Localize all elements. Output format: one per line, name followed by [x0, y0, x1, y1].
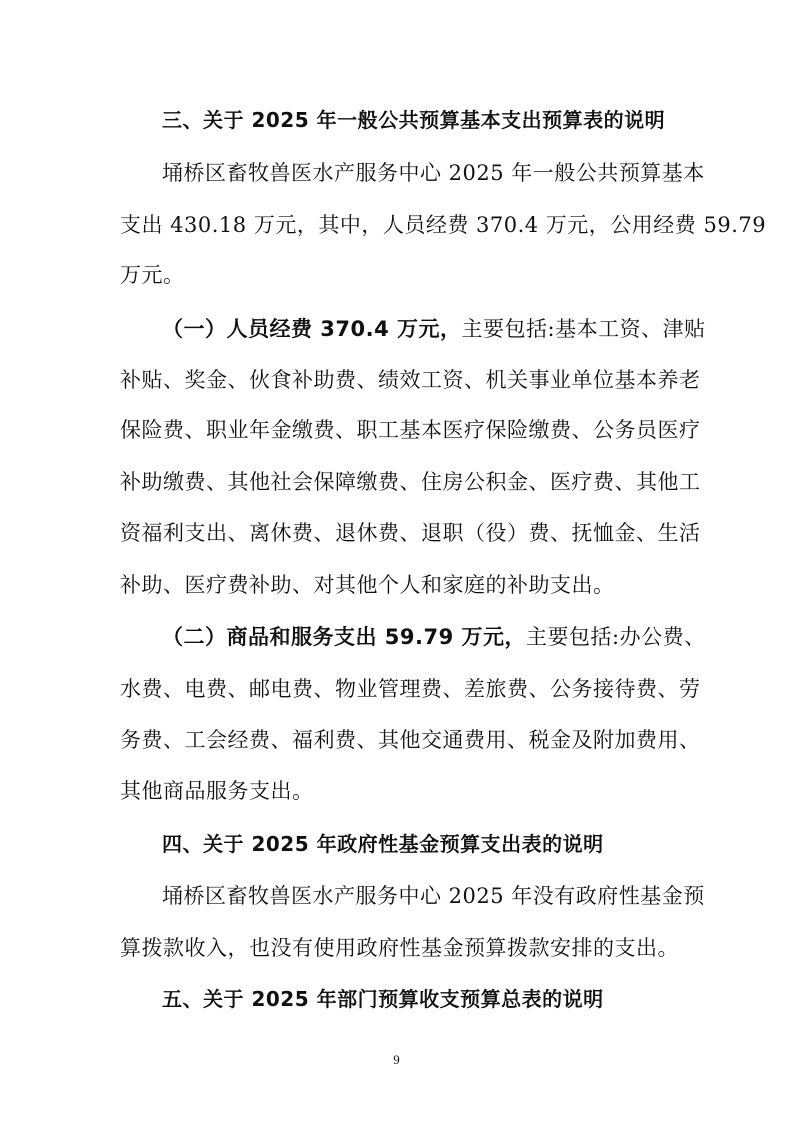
section-3-heading: 三、关于 2025 年一般公共预算基本支出预算表的说明: [162, 108, 666, 132]
section-4-line: 算拨款收入，也没有使用政府性基金预算拨款安排的支出。: [120, 936, 679, 960]
item-1-line: 补助、医疗费补助、对其他个人和家庭的补助支出。: [120, 573, 615, 597]
item-2-first-line: [162, 624, 706, 650]
item-2-line: 其他商品服务支出。: [120, 779, 314, 803]
item-1-line: 资福利支出、离休费、退休费、退职（役）费、抚恤金、生活: [120, 521, 701, 545]
section-5-heading: 五、关于 2025 年部门预算收支预算总表的说明: [162, 987, 604, 1011]
item-2-lead: （二）商品和服务支出 59.79 万元，: [162, 625, 527, 649]
section-4-line: 埇桥区畜牧兽医水产服务中心 2025 年没有政府性基金预: [162, 884, 705, 908]
item-1-line: 补贴、奖金、伙食补助费、绩效工资、机关事业单位基本养老: [120, 368, 701, 392]
section-3-paragraph-line: 万元。: [120, 263, 185, 287]
item-1-line: 保险费、职业年金缴费、职工基本医疗保险缴费、公务员医疗: [120, 418, 701, 442]
section-4-heading: 四、关于 2025 年政府性基金预算支出表的说明: [162, 832, 604, 856]
item-1-line: 补助缴费、其他社会保障缴费、住房公积金、医疗费、其他工: [120, 470, 701, 494]
item-2-rest: 主要包括:办公费、: [526, 625, 706, 649]
page-number: 9: [393, 1052, 400, 1067]
section-3-paragraph-line: 埇桥区畜牧兽医水产服务中心 2025 年一般公共预算基本: [162, 161, 705, 185]
item-2-line: 水费、电费、邮电费、物业管理费、差旅费、公务接待费、劳: [120, 677, 701, 701]
item-1-rest: 主要包括:基本工资、津贴: [461, 317, 706, 341]
section-3-paragraph-line: 支出 430.18 万元，其中，人员经费 370.4 万元，公用经费 59.79: [120, 213, 767, 237]
item-2-line: 务费、工会经费、福利费、其他交通费用、税金及附加费用、: [120, 728, 701, 752]
item-1-lead: （一）人员经费 370.4 万元，: [162, 317, 462, 341]
item-1-first-line: [162, 316, 706, 342]
